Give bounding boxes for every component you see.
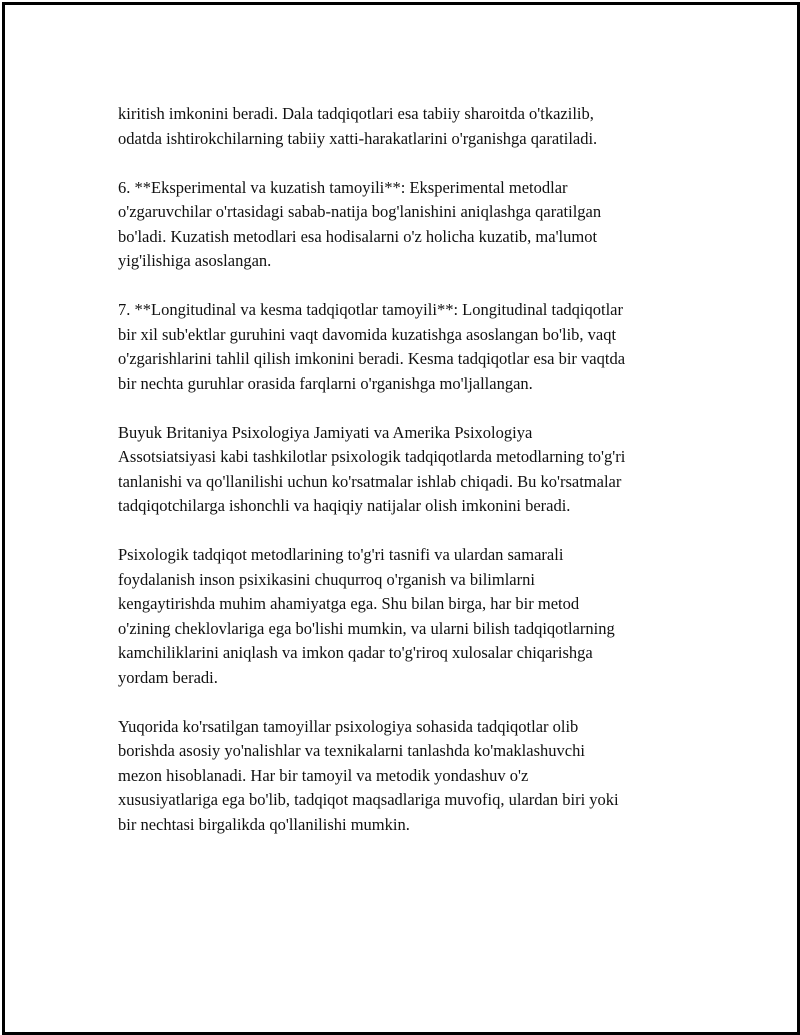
- text-line: o'zgarishlarini tahlil qilish imkonini beradi. Kesma tadqiqotlar esa bir vaqtda: [118, 349, 626, 368]
- text-line: odatda ishtirokchilarning tabiiy xatti-harakatlarini o'rganishga qaratiladi.: [118, 128, 598, 148]
- text-line: kengaytirishda muhim ahamiyatga ega. Shu bilan birga, har bir metod: [118, 594, 580, 613]
- text-line: bo'ladi. Kuzatish metodlari esa hodisalarni o'z holicha kuzatib, ma'lumot: [118, 226, 598, 246]
- paragraph-principle-6: [118, 176, 698, 274]
- text-line: borishda asosiy yo'nalishlar va texnikalarni tanlashda ko'maklashuvchi: [118, 741, 585, 760]
- text-line: o'zgaruvchilar o'rtasidagi sabab-natija bog'lanishini aniqlashga qaratilgan: [118, 202, 602, 221]
- paragraph-conclusion: [118, 715, 698, 838]
- text-line: bir nechta guruhlar orasida farqlarni o'rganishga mo'ljallangan.: [118, 373, 533, 393]
- text-line: o'zining cheklovlariga ega bo'lishi mumkin, va ularni bilish tadqiqotlarning: [118, 618, 615, 638]
- text-line: foydalanish inson psixikasini chuqurroq o'rganish va bilimlarni: [118, 569, 535, 589]
- text-line: Yuqorida ko'rsatilgan tamoyillar psixologiya sohasida tadqiqotlar olib: [118, 716, 579, 736]
- text-line: kamchiliklarini aniqlash va imkon qadar to'g'riroq xulosalar chiqarishga: [118, 643, 593, 662]
- page-frame: [2, 2, 800, 1035]
- paragraph-classification: [118, 543, 698, 690]
- text-line: Psixologik tadqiqot metodlarining to'g'ri tasnifi va ulardan samarali: [118, 545, 564, 564]
- text-line: xususiyatlariga ega bo'lib, tadqiqot maqsadlariga muvofiq, ulardan biri yoki: [118, 790, 619, 809]
- paragraph-field-research: [118, 102, 698, 151]
- text-line: yordam beradi.: [118, 667, 218, 687]
- document-body: [118, 102, 698, 862]
- text-line: Assotsiatsiyasi kabi tashkilotlar psixologik tadqiqotlarda metodlarning to'g'ri: [118, 447, 626, 466]
- text-line: tanlanishi va qo'llanilishi uchun ko'rsatmalar ishlab chiqadi. Bu ko'rsatmalar: [118, 471, 622, 491]
- text-line: 7. **Longitudinal va kesma tadqiqotlar tamoyili**: Longitudinal tadqiqotlar: [118, 300, 623, 319]
- text-line: yig'ilishiga asoslangan.: [118, 251, 272, 270]
- paragraph-principle-7: [118, 298, 698, 396]
- text-line: 6. **Eksperimental va kuzatish tamoyili**: Eksperimental metodlar: [118, 177, 568, 197]
- paragraph-organizations: [118, 421, 698, 519]
- text-line: tadqiqotchilarga ishonchli va haqiqiy natijalar olish imkonini beradi.: [118, 496, 571, 515]
- text-line: mezon hisoblanadi. Har bir tamoyil va metodik yondashuv o'z: [118, 765, 529, 785]
- text-line: bir xil sub'ektlar guruhini vaqt davomida kuzatishga asoslangan bo'lib, vaqt: [118, 324, 617, 344]
- text-line: bir nechtasi birgalikda qo'llanilishi mumkin.: [118, 814, 410, 834]
- text-line: kiritish imkonini beradi. Dala tadqiqotlari esa tabiiy sharoitda o'tkazilib,: [118, 104, 594, 123]
- text-line: Buyuk Britaniya Psixologiya Jamiyati va Amerika Psixologiya: [118, 422, 533, 442]
